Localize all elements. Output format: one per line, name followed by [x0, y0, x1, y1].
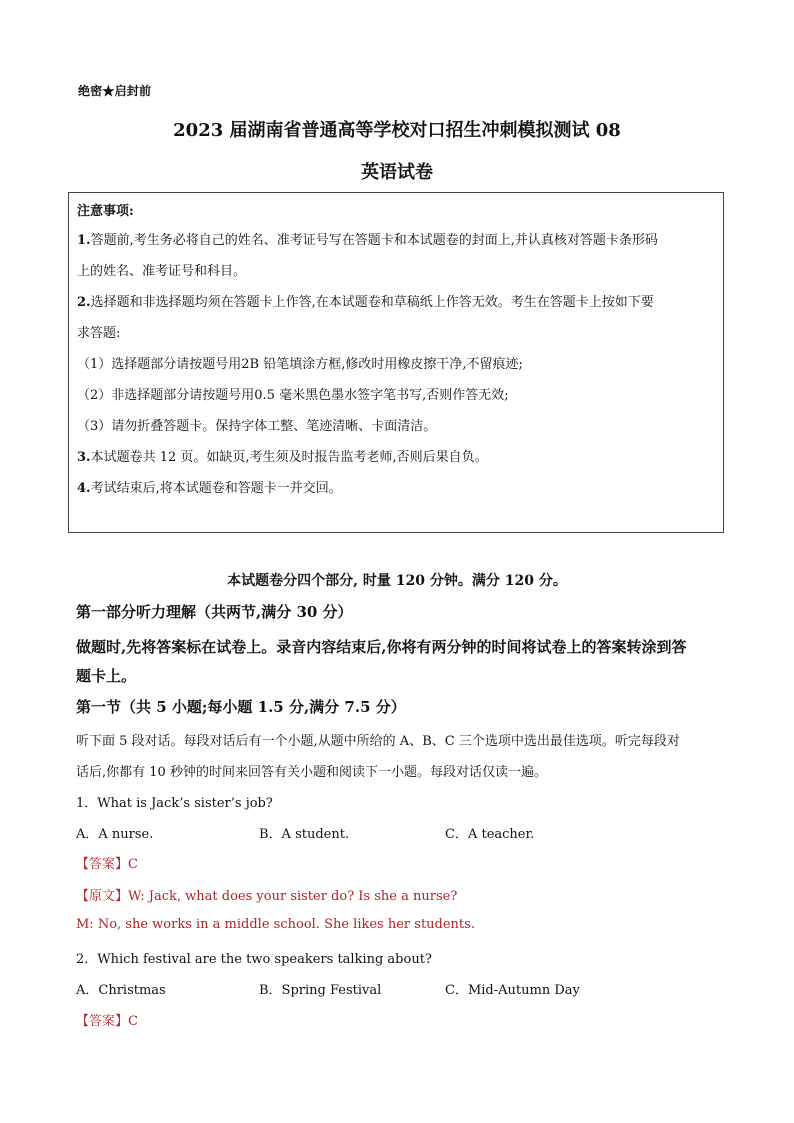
notice-line-3 — [77, 442, 715, 473]
transcript-text: W: Jack, what does your sister do? Is she a nurse? — [128, 889, 458, 904]
confidential-label: 绝密★启封前 — [78, 84, 152, 98]
notice-line-1 — [77, 225, 715, 256]
answer-tag: 【答案】 — [76, 857, 129, 872]
question-2-option-a: A．Christmas — [76, 983, 166, 998]
answer-value: C — [128, 1014, 138, 1029]
exam-intro: 本试题卷分四个部分, 时量 120 分钟。满分 120 分。 — [227, 573, 567, 589]
notice-line-1-cont: 上的姓名、准考证号和科目。 — [77, 264, 247, 279]
question-1-answer — [76, 853, 138, 872]
question-1-option-b: B．A student. — [259, 827, 350, 842]
answer-value: C — [128, 857, 138, 872]
notice-num-3: 3. — [77, 450, 91, 465]
notice-num-4: 4. — [77, 481, 91, 496]
question-1-option-a: A．A nurse. — [76, 827, 154, 842]
notice-num-1: 1. — [77, 233, 91, 248]
part1-instruction-line-1: 做题时,先将答案标在试卷上。录音内容结束后,你将有两分钟的时间将试卷上的答案转涂到答 — [76, 638, 687, 656]
notice-sub-1: （1）选择题部分请按题号用2B 铅笔填涂方框,修改时用橡皮擦干净,不留痕迹; — [77, 357, 523, 372]
notice-text-2: 选择题和非选择题均须在答题卡上作答,在本试题卷和草稿纸上作答无效。考生在答题卡上按如下要 — [90, 295, 654, 310]
notice-num-2: 2. — [77, 295, 91, 310]
notice-text-3: 本试题卷共 12 页。如缺页,考生须及时报告监考老师,否则后果自负。 — [90, 450, 488, 465]
question-1-transcript-line-1 — [76, 885, 457, 904]
notice-sub-3: （3）请勿折叠答题卡。保持字体工整、笔迹清晰、卡面清洁。 — [77, 419, 437, 434]
notice-line-2 — [77, 287, 715, 318]
question-1-transcript-line-2: M: No, she works in a middle school. She likes her students. — [76, 917, 475, 932]
exam-title: 2023 届湖南省普通高等学校对口招生冲刺模拟测试 08 — [173, 120, 621, 141]
section1-instruction-line-2: 话后,你都有 10 秒钟的时间来回答有关小题和阅读下一小题。每段对话仅读一遍。 — [76, 765, 547, 780]
notice-line-4 — [77, 473, 715, 504]
answer-tag: 【答案】 — [76, 1014, 129, 1029]
notice-heading: 注意事项: — [77, 204, 134, 219]
section1-heading: 第一节（共 5 小题;每小题 1.5 分,满分 7.5 分） — [76, 698, 406, 716]
section1-instruction-line-1: 听下面 5 段对话。每段对话后有一个小题,从题中所给的 A、B、C 三个选项中选出最佳选项。听完每段对 — [76, 734, 680, 749]
question-2-option-c: C．Mid-Autumn Day — [445, 983, 580, 998]
question-2-option-b: B．Spring Festival — [259, 983, 382, 998]
exam-subtitle: 英语试卷 — [361, 162, 433, 183]
part1-instruction-line-2: 题卡上。 — [76, 667, 137, 685]
notice-sub-2: （2）非选择题部分请按题号用0.5 毫米黑色墨水签字笔书写,否则作答无效; — [77, 388, 509, 403]
notice-text-1: 答题前,考生务必将自己的姓名、准考证号写在答题卡和本试题卷的封面上,并认真核对答题卡条形码 — [90, 233, 658, 248]
notice-box — [68, 192, 724, 533]
notice-text-4: 考试结束后,将本试题卷和答题卡一并交回。 — [90, 481, 342, 496]
part1-heading: 第一部分听力理解（共两节,满分 30 分） — [76, 603, 353, 621]
transcript-tag: 【原文】 — [76, 889, 129, 904]
question-1-option-c: C．A teacher. — [445, 827, 535, 842]
question-2-answer — [76, 1010, 138, 1029]
question-1-stem: 1．What is Jack’s sister’s job? — [76, 796, 273, 811]
notice-line-2-cont: 求答题: — [77, 326, 121, 341]
question-2-stem: 2．Which festival are the two speakers talking about? — [76, 952, 432, 967]
